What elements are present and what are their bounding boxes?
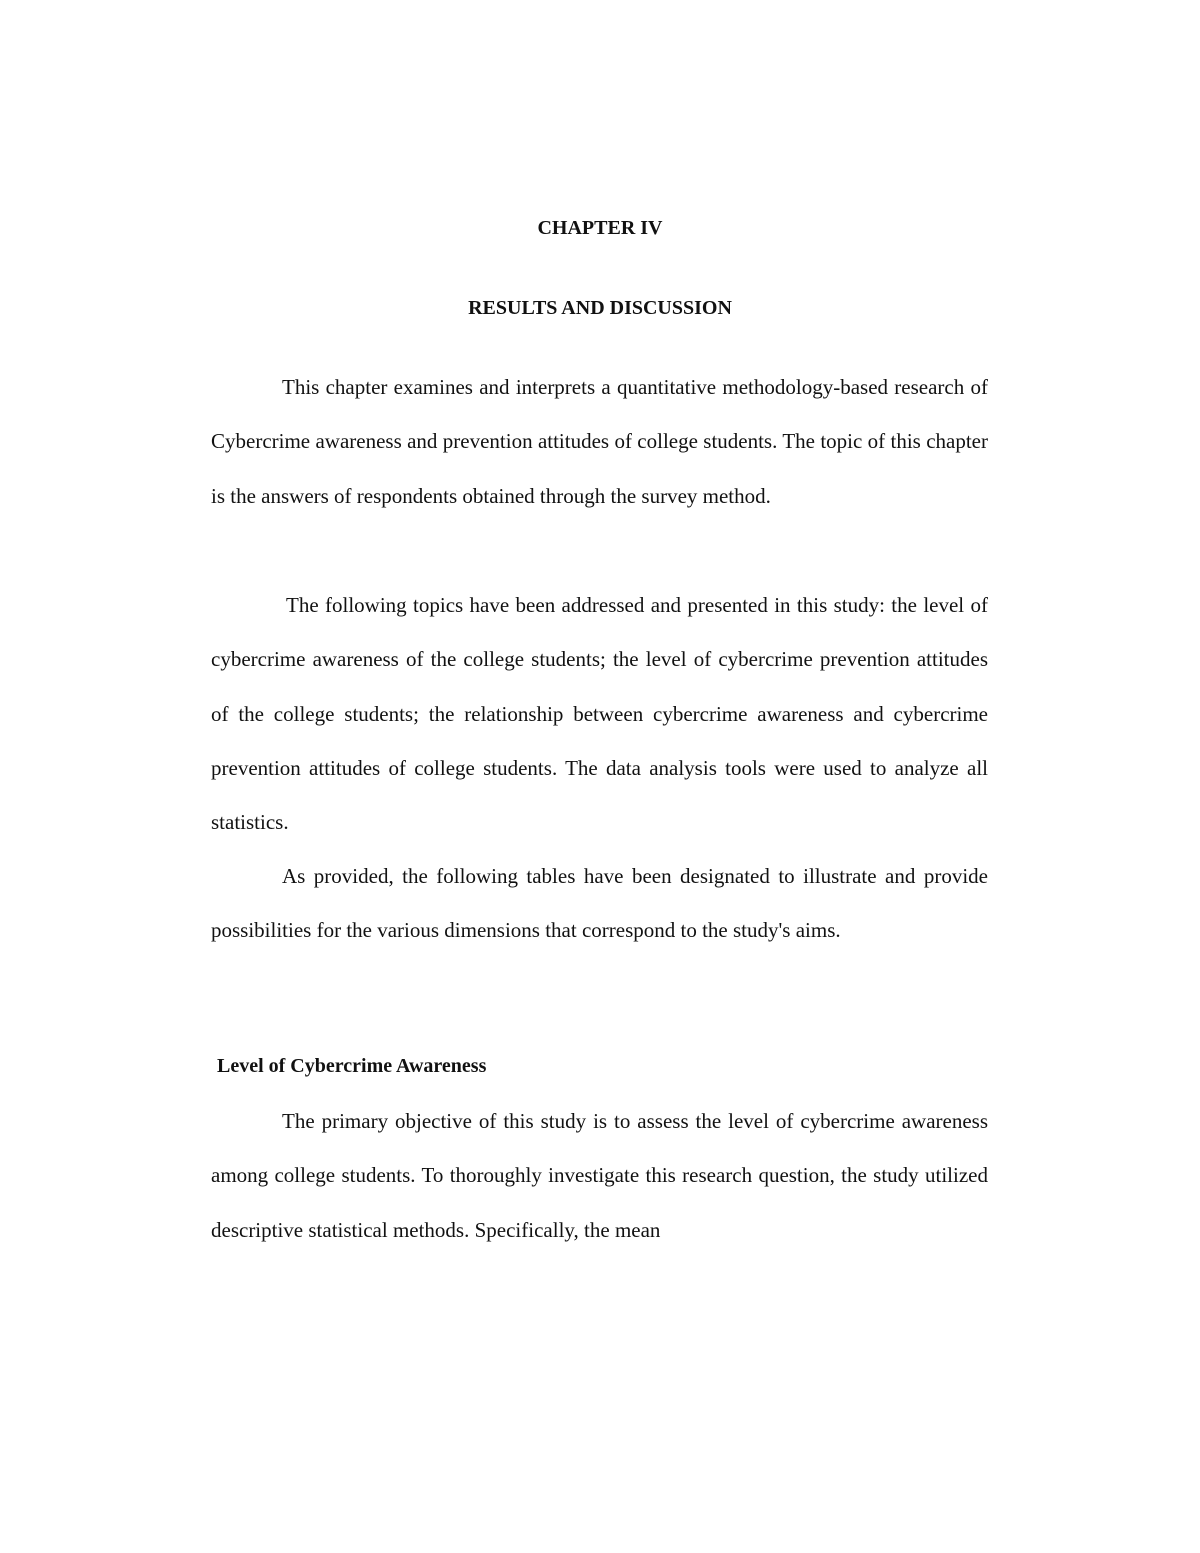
chapter-title: CHAPTER IV [537, 217, 663, 239]
paragraph-topics: The following topics have been addressed and presented in this study: the level of cybercrime awareness of the college students; the level of cybercrime prevention attitudes of the college students; the relationship between cybercrime awareness and cybercrime prevention attitudes of college students. The data analysis tools were used to analyze all statistics. [211, 593, 988, 835]
paragraph-intro: This chapter examines and interprets a quantitative methodology-based research of Cybercrime awareness and prevention attitudes of college students. The topic of this chapter is the answers of respondents obtained through the survey method. [211, 375, 988, 508]
paragraph-section: The primary objective of this study is to assess the level of cybercrime awareness among college students. To thoroughly investigate this research question, the study utilized descriptive statistical methods. Specifically, the mean [211, 1109, 988, 1242]
chapter-subtitle: RESULTS AND DISCUSSION [468, 297, 732, 319]
section-heading: Level of Cybercrime Awareness [217, 1055, 487, 1077]
paragraph-tables: As provided, the following tables have been designated to illustrate and provide possibilities for the various dimensions that correspond to the study's aims. [211, 864, 988, 943]
